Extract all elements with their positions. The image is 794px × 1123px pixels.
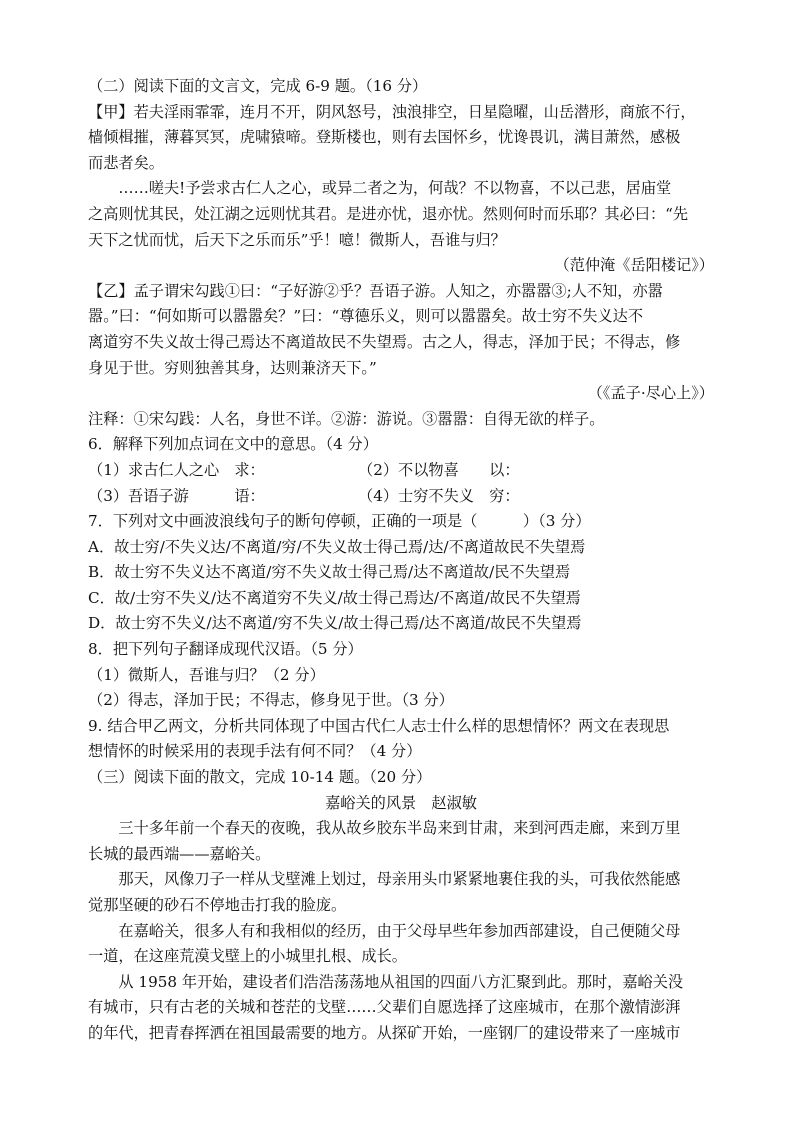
essay-line-1: 三十多年前一个春天的夜晚，我从故乡胶东半岛来到甘肃，来到河西走廊，来到万里 (118, 819, 681, 838)
passage-jia-source: （范仲淹《岳阳楼记》） (554, 256, 714, 275)
section-2-title: （二）阅读下面的文言文，完成 6-9 题。（16 分） (88, 77, 428, 95)
passage-yi-line-1: 【乙】孟子谓宋勾践①曰：“子好游②乎？吾语子游。人知之，亦嚣嚣③;人不知，亦嚣 (88, 281, 663, 300)
passage-yi-source: （《孟子·尽心上》） (587, 384, 714, 403)
passage-jia-line-1: 【甲】若夫淫雨霏霏，连月不开，阴风怒号，浊浪排空，日星隐曜，山岳潜形，商旅不行， (88, 102, 696, 121)
passage-jia-line-6: 天下之忧而忧，后天下之乐而乐”乎！噫！微斯人，吾谁与归？ (88, 230, 506, 249)
question-8-item-2: （2）得志，泽加于民；不得志，修身见于世。（3 分） (88, 691, 454, 710)
question-6-row-1 (88, 458, 714, 484)
question-6-stem: 6．解释下列加点词在文中的意思。（4 分） (88, 435, 378, 454)
question-9-line-2: 想情怀的时候采用的表现手法有何不同？（4 分） (88, 742, 422, 761)
essay-line-9: 的年代，把青春挥洒在祖国最需要的地方。从探矿开始，一座钢厂的建设带来了一座城市 (88, 1023, 681, 1042)
passage-yi-line-4: 身见于世。穷则独善其身，达则兼济天下。” (88, 358, 377, 377)
question-9-line-1: 9. 结合甲乙两文，分析共同体现了中国古代仁人志士什么样的思想情怀？两文在表现思 (88, 716, 670, 735)
question-6-item-3: （3）吾语子游 语： (88, 486, 265, 505)
passage-jia-line-3: 而悲者矣。 (88, 153, 164, 172)
section-3-title: （三）阅读下面的散文，完成 10-14 题。（20 分） (88, 768, 432, 787)
question-7-option-d: D．故士穷不失义/达不离道/穷不失义/故士得己焉/达不离道/故民不失望焉 (88, 614, 582, 633)
essay-line-2: 长城的最西端——嘉峪关。 (88, 844, 271, 863)
essay-line-6: 一道，在这座荒漠戈壁上的小城里扎根、成长。 (88, 947, 407, 966)
passage-yi-line-2: 嚣。”曰：“何如斯可以嚣嚣矣？”曰：“尊德乐义，则可以嚣嚣矣。故士穷不失义达不 (88, 307, 644, 326)
passage-jia-line-5: 之高则忧其民，处江湖之远则忧其君。是进亦忧，退亦忧。然则何时而乐耶？其必曰：“先 (88, 204, 689, 223)
essay-line-3: 那天，风像刀子一样从戈壁滩上划过，母亲用头巾紧紧地裹住我的头，可我依然能感 (118, 870, 681, 889)
question-6-item-2: （2）不以物喜 以： (358, 460, 520, 479)
annotation-note: 注释：①宋勾践：人名，身世不详。②游：游说。③嚣嚣：自得无欲的样子。 (88, 409, 605, 428)
passage-yi-line-3: 离道穷不失义故士得己焉达不离道故民不失望焉。古之人，得志，泽加于民；不得志，修 (88, 332, 681, 351)
essay-line-4: 觉那坚硬的砂石不停地击打我的脸庞。 (88, 896, 347, 914)
exam-page (88, 74, 714, 1047)
question-7-option-b: B．故士穷不失义达不离道/穷不失义故士得己焉/达不离道故/民不失望焉 (88, 563, 571, 582)
question-7-option-c: C．故/士穷不失义/达不离道穷不失义/故士得己焉达/不离道/故民不失望焉 (88, 588, 581, 607)
essay-title: 嘉峪关的风景 赵淑敏 (325, 793, 477, 812)
question-6-item-4: （4）士穷不失义 穷： (358, 486, 520, 505)
question-6-row-2 (88, 484, 714, 510)
passage-jia-line-2: 樯倾楫摧，薄暮冥冥，虎啸猿啼。登斯楼也，则有去国怀乡，忧谗畏讥，满目萧然，感极 (88, 128, 681, 147)
question-6-item-1: （1）求古仁人之心 求： (88, 460, 265, 479)
essay-line-8: 有城市，只有古老的关城和苍茫的戈壁……父辈们自愿选择了这座城市，在那个激情澎湃 (88, 998, 681, 1017)
question-7-stem: 7．下列对文中画波浪线句子的断句停顿，正确的一项是（ ）（3 分） (88, 512, 591, 531)
question-7-option-a: A．故士穷/不失义达/不离道/穷/不失义故士得己焉/达/不离道故民不失望焉 (88, 537, 586, 556)
passage-jia-line-4: ……嗟夫!予尝求古仁人之心，或异二者之为，何哉？不以物喜，不以己悲，居庙堂 (118, 179, 672, 198)
essay-line-5: 在嘉峪关，很多人有和我相似的经历，由于父母早些年参加西部建设，自己便随父母 (118, 921, 681, 940)
question-8-item-1: （1）微斯人，吾谁与归？（2 分） (88, 665, 325, 684)
essay-line-7: 从 1958 年开始，建设者们浩浩荡荡地从祖国的四面八方汇聚到此。那时，嘉峪关没 (118, 972, 684, 991)
question-8-stem: 8．把下列句子翻译成现代汉语。（5 分） (88, 640, 363, 659)
